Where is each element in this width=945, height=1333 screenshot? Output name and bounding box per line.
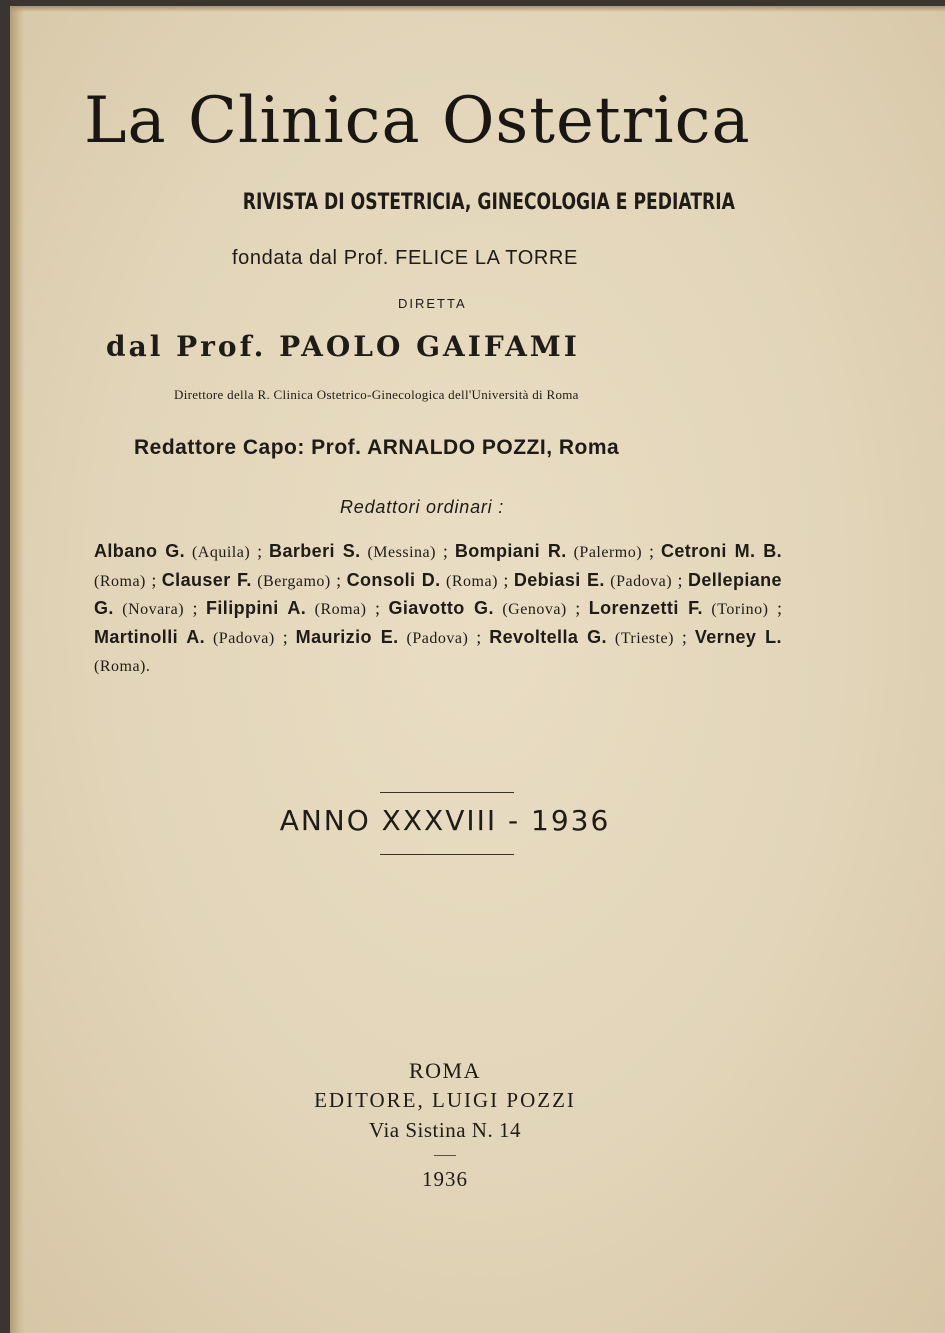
director-role: Direttore della R. Clinica Ostetrico-Ginecologica dell'Università di Roma	[174, 387, 579, 402]
editor-entry	[455, 541, 642, 561]
editor-city: (Roma).	[94, 658, 151, 675]
imprint-publisher: EDITORE, LUIGI POZZI	[314, 1088, 576, 1112]
editor-name: Filippini A.	[206, 598, 307, 618]
editors-list: Albano G. (Aquila) ; Barberi S. (Messina) ; Bompiani R. (Palermo) ; Cetroni M. B. (Roma) ; Clauser F. (Bergamo) ; Consoli D. (Roma) ; Debiasi E. (Padova) ; Dellepiane G. (Novara) ; Filippini A. (Roma) ; Giavotto G. (Genova) ; Lorenzetti F. (Torino) ; Martinolli A. (Padova) ; Maurizio E. (Padova) ; Revoltella G. (Trieste) ; Verney L. (Roma).	[94, 541, 783, 675]
editor-name: Martinolli A.	[94, 626, 205, 647]
journal-title: La Clinica Ostetrica	[84, 84, 751, 158]
editor-name: Lorenzetti F.	[588, 598, 703, 618]
editor-name: Cetroni M. B.	[660, 541, 783, 561]
editor-city: (Novara)	[122, 601, 185, 618]
editor-city: (Roma)	[314, 601, 367, 618]
editors-heading: Redattori ordinari :	[340, 497, 505, 517]
volume-year: ANNO XXXVIII - 1936	[279, 804, 611, 837]
editor-name: Clauser F.	[161, 569, 252, 590]
book-spine-shadow	[10, 6, 24, 1333]
editor-city: (Padova)	[610, 572, 673, 590]
imprint-divider	[434, 1155, 456, 1156]
editor-entry	[388, 598, 566, 618]
editor-entry	[206, 598, 366, 618]
editor-city: (Roma)	[94, 572, 146, 590]
editor-entry	[162, 570, 331, 590]
editor-city: (Messina)	[367, 544, 436, 561]
journal-subtitle: RIVISTA DI OSTETRICIA, GINECOLOGIA E PEDIATRIA	[242, 190, 735, 215]
title-page	[10, 6, 945, 1333]
editor-city: (Torino)	[711, 601, 769, 618]
editor-city: (Padova)	[212, 629, 275, 647]
editor-city: (Palermo)	[573, 544, 643, 561]
editor-city: (Padova)	[406, 629, 469, 647]
director-name: dal Prof. PAOLO GAIFAMI	[106, 330, 580, 363]
chief-editor-line: Redattore Capo: Prof. ARNALDO POZZI, Roma	[134, 436, 620, 459]
editor-entry	[589, 598, 769, 618]
editor-entry	[489, 627, 674, 647]
founder-line: fondata dal Prof. FELICE LA TORRE	[232, 247, 578, 269]
editor-name: Maurizio E.	[295, 626, 399, 647]
editor-entry	[347, 570, 498, 590]
year-rule-bottom	[380, 854, 514, 855]
editor-name: Giavotto G.	[388, 598, 494, 618]
editor-entry	[514, 570, 672, 590]
editor-name: Revoltella G.	[489, 626, 607, 647]
editor-city: (Roma)	[446, 572, 498, 590]
year-rule-top	[380, 792, 514, 793]
editor-entry	[94, 627, 275, 647]
editor-name: Barberi S.	[269, 541, 361, 561]
editor-name: Bompiani R.	[454, 541, 567, 561]
page-top-edge	[10, 6, 945, 12]
directed-label: DIRETTA	[398, 296, 467, 311]
editor-city: (Genova)	[502, 601, 567, 618]
editor-name: Debiasi E.	[513, 569, 605, 590]
editor-entry	[269, 541, 436, 561]
editor-city: (Aquila)	[191, 544, 251, 561]
editor-name: Albano G.	[94, 541, 186, 561]
imprint-year: 1936	[422, 1167, 468, 1191]
editor-name: Verney L.	[694, 626, 782, 647]
editor-city: (Bergamo)	[257, 572, 331, 590]
editor-city: (Trieste)	[614, 629, 674, 647]
editor-name: Consoli D.	[346, 569, 441, 590]
editor-name: Dellepiane G.	[94, 569, 782, 618]
imprint-address: Via Sistina N. 14	[369, 1118, 521, 1142]
editor-entry	[94, 541, 250, 561]
editor-entry	[296, 627, 469, 647]
imprint-city: ROMA	[408, 1058, 481, 1083]
